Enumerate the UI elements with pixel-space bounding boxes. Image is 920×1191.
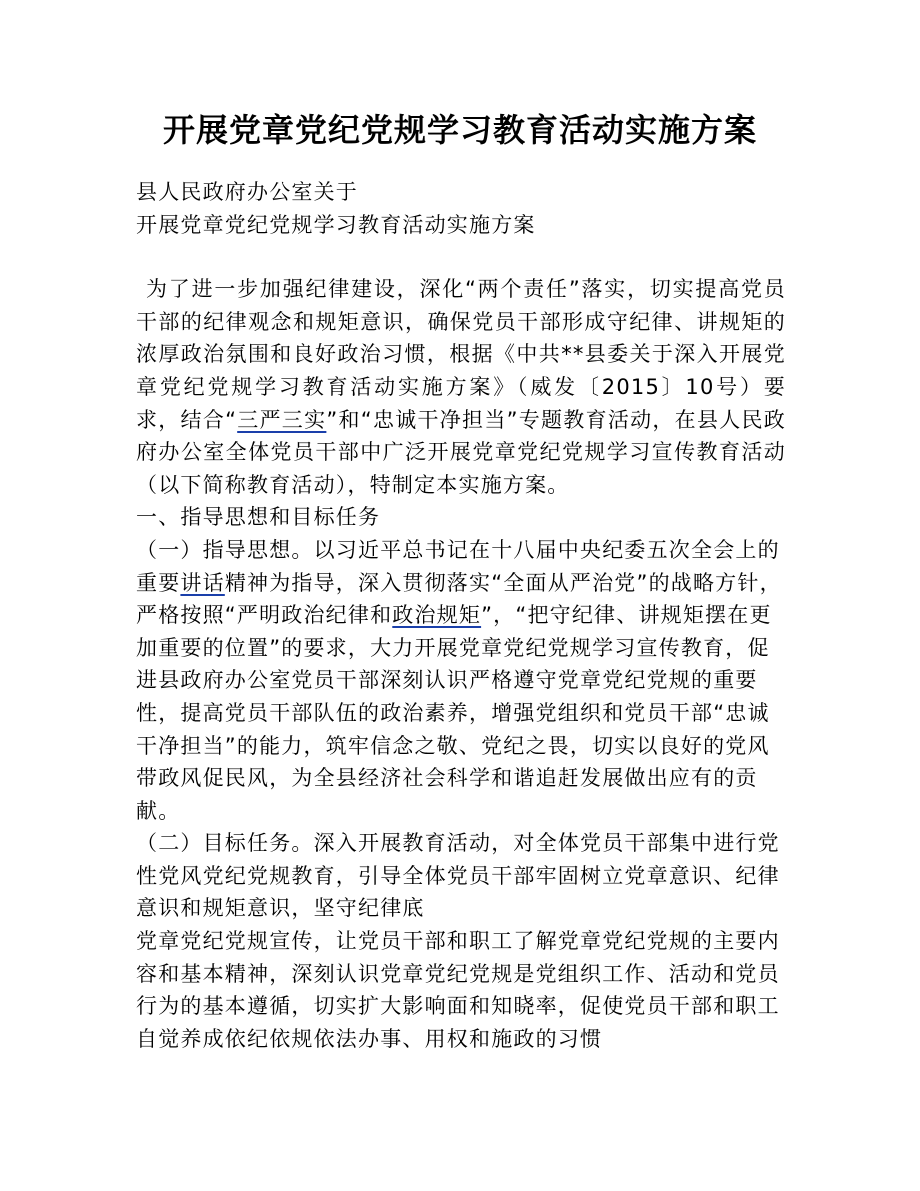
link-political-rules[interactable]: 政治规矩 [392,603,482,628]
document-body [136,176,786,1055]
intro-text-part-2: ”和“忠诚干净担当”专题教育活动，在县人民政府办公室全体党员干部中广泛开展党章党纪党规学习宣传教育活动（以下简称教育活动），特制定本实施方案。 [136,407,786,497]
intro-paragraph [136,273,786,501]
link-speech[interactable]: 讲话 [180,570,225,595]
goals-paragraph: （二）目标任务。深入开展教育活动，对全体党员干部集中进行党性党风党纪党规教育，引导全体党员干部牢固树立党章意识、纪律意识和规矩意识，坚守纪律底 [136,831,780,921]
subtitle-line-1: 县人民政府办公室关于 [136,180,358,204]
guiding-text-part-1: （一）指导思想。以习近平总书记在十八届中央纪委五次全会上的重要 [136,537,780,595]
paragraph-gap [136,241,786,273]
guiding-thought-paragraph [136,534,786,827]
continuation-paragraph: 党章党纪党规宣传，让党员干部和职工了解党章党纪党规的主要内容和基本精神，深刻认识党章党纪党规是党组织工作、活动和党员行为的基本遵循，切实扩大影响面和知晓率，促使党员干部和职工自觉养成依纪依规依法办事、用权和施政的习惯 [136,929,780,1051]
guiding-text-part-3: ”，“把守纪律、讲规矩摆在更加重要的位置”的要求，大力开展党章党纪党规学习宣传教育，促进县政府办公室党员干部深刻认识严格遵守党章党纪党规的重要性，提高党员干部队伍的政治素养，增强党组织和党员干部“忠诚干净担当”的能力，筑牢信念之敬、党纪之畏，切实以良好的党风带政风促民风，为全县经济社会科学和谐追赶发展做出应有的贡献。 [136,603,772,823]
document-title: 开展党章党纪党规学习教育活动实施方案 [162,111,757,149]
guiding-text-part-2: 精神为指导，深入贯彻落实“全面从严治党”的战略方针，严格按照“严明政治纪律和 [136,570,782,628]
subtitle-line-2: 开展党章党纪党规学习教育活动实施方案 [136,212,536,237]
link-san-yan-san-shi[interactable]: 三严三实 [237,407,327,432]
intro-text-part-1: 为了进一步加强纪律建设，深化“两个责任”落实，切实提高党员干部的纪律观念和规矩意识，确保党员干部形成守纪律、讲规矩的浓厚政治氛围和良好政治习惯，根据《中共**县委关于深入开展党章党纪党规学习教育活动实施方案》（威发〔2015〕10号）要求，结合“ [136,277,786,432]
section-1-heading: 一、指导思想和目标任务 [136,505,381,530]
